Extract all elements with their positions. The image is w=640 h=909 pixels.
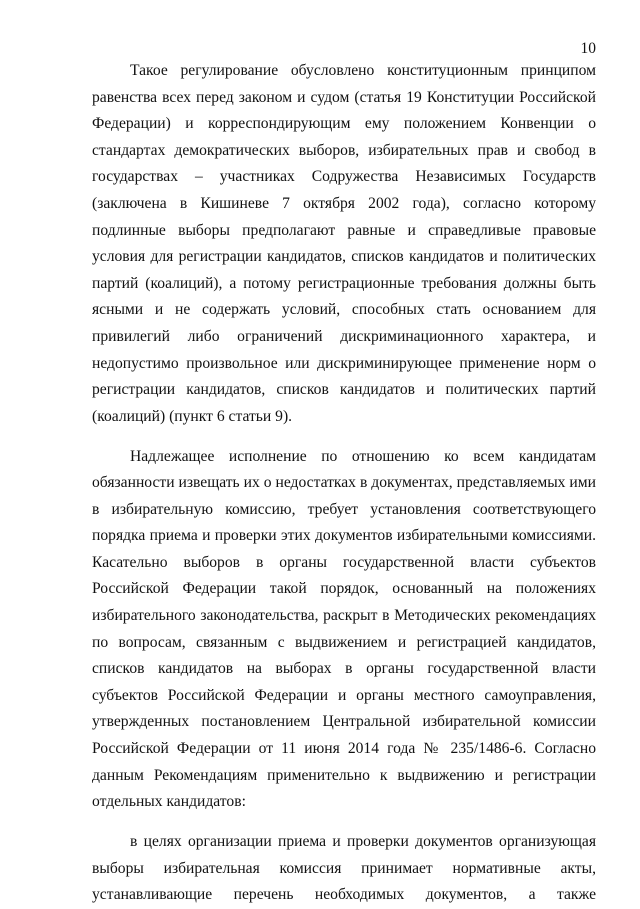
paragraph-gap xyxy=(92,430,596,443)
text-line: Федерации) и корреспондирующим ему положением Конвенции о xyxy=(92,115,596,133)
text-line: списков кандидатов на выборах в органы государственной власти xyxy=(92,660,596,678)
page-number: 10 xyxy=(580,40,596,57)
text-line: Надлежащее исполнение по отношению ко всем кандидатам xyxy=(130,447,596,465)
text-line: (коалиций) (пункт 6 статьи 9). xyxy=(92,407,293,425)
text-line: Российской Федерации такой порядок, основанный на положениях xyxy=(92,580,596,598)
text-line: государствах – участниках Содружества Независимых Государств xyxy=(92,168,596,186)
text-line: Российской Федерации от 11 июня 2014 года № 235/1486-6. Согласно xyxy=(92,740,596,758)
paragraph-gap xyxy=(92,816,596,829)
text-line: в целях организации приема и проверки документов организующая xyxy=(130,833,596,850)
body-text xyxy=(92,58,596,909)
text-line: утвержденных постановлением Центральной избирательной комиссии xyxy=(92,713,596,731)
text-line: партий (коалиций), а потому регистрационные требования должны быть xyxy=(92,274,596,292)
text-line: ясными и не содержать условий, способных стать основанием для xyxy=(92,301,596,319)
text-line: регистрации кандидатов, списков кандидатов и политических партий xyxy=(92,381,596,399)
text-line: Касательно выборов в органы государственной власти субъектов xyxy=(92,553,596,571)
text-line: по вопросам, связанным с выдвижением и регистрацией кандидатов, xyxy=(92,633,596,651)
text-line: (заключена в Кишиневе 7 октября 2002 года), согласно которому xyxy=(92,194,596,212)
text-line: избирательного законодательства, раскрыт в Методических рекомендациях xyxy=(92,607,596,625)
text-line: подлинные выборы предполагают равные и справедливые правовые xyxy=(92,221,596,239)
text-line: выборы избирательная комиссия принимает нормативные акты, xyxy=(92,859,596,877)
text-line: отдельных кандидатов: xyxy=(92,793,246,811)
text-line: привилегий либо ограничений дискриминационного характера, и xyxy=(92,327,596,345)
text-line: недопустимо произвольное или дискриминирующее применение норм о xyxy=(92,354,596,372)
text-line: порядка приема и проверки этих документов избирательными комиссиями. xyxy=(92,527,596,545)
text-line: стандартах демократических выборов, избирательных прав и свобод в xyxy=(92,141,596,159)
paragraph xyxy=(92,829,596,909)
text-line: Такое регулирование обусловлено конституционным принципом xyxy=(130,62,596,79)
paragraph xyxy=(92,58,596,430)
paragraph xyxy=(92,444,596,816)
text-line: равенства всех перед законом и судом (статья 19 Конституции Российской xyxy=(92,88,596,106)
text-line: субъектов Российской Федерации и органы местного самоуправления, xyxy=(92,686,596,704)
text-line: данным Рекомендациям применительно к выдвижению и регистрации xyxy=(92,766,596,784)
text-line: в избирательную комиссию, требует установления соответствующего xyxy=(92,500,596,518)
text-line: устанавливающие перечень необходимых документов, а также xyxy=(92,886,596,904)
text-line: условия для регистрации кандидатов, списков кандидатов и политических xyxy=(92,248,596,266)
text-line: обязанности извещать их о недостатках в документах, представляемых ими xyxy=(92,474,596,492)
